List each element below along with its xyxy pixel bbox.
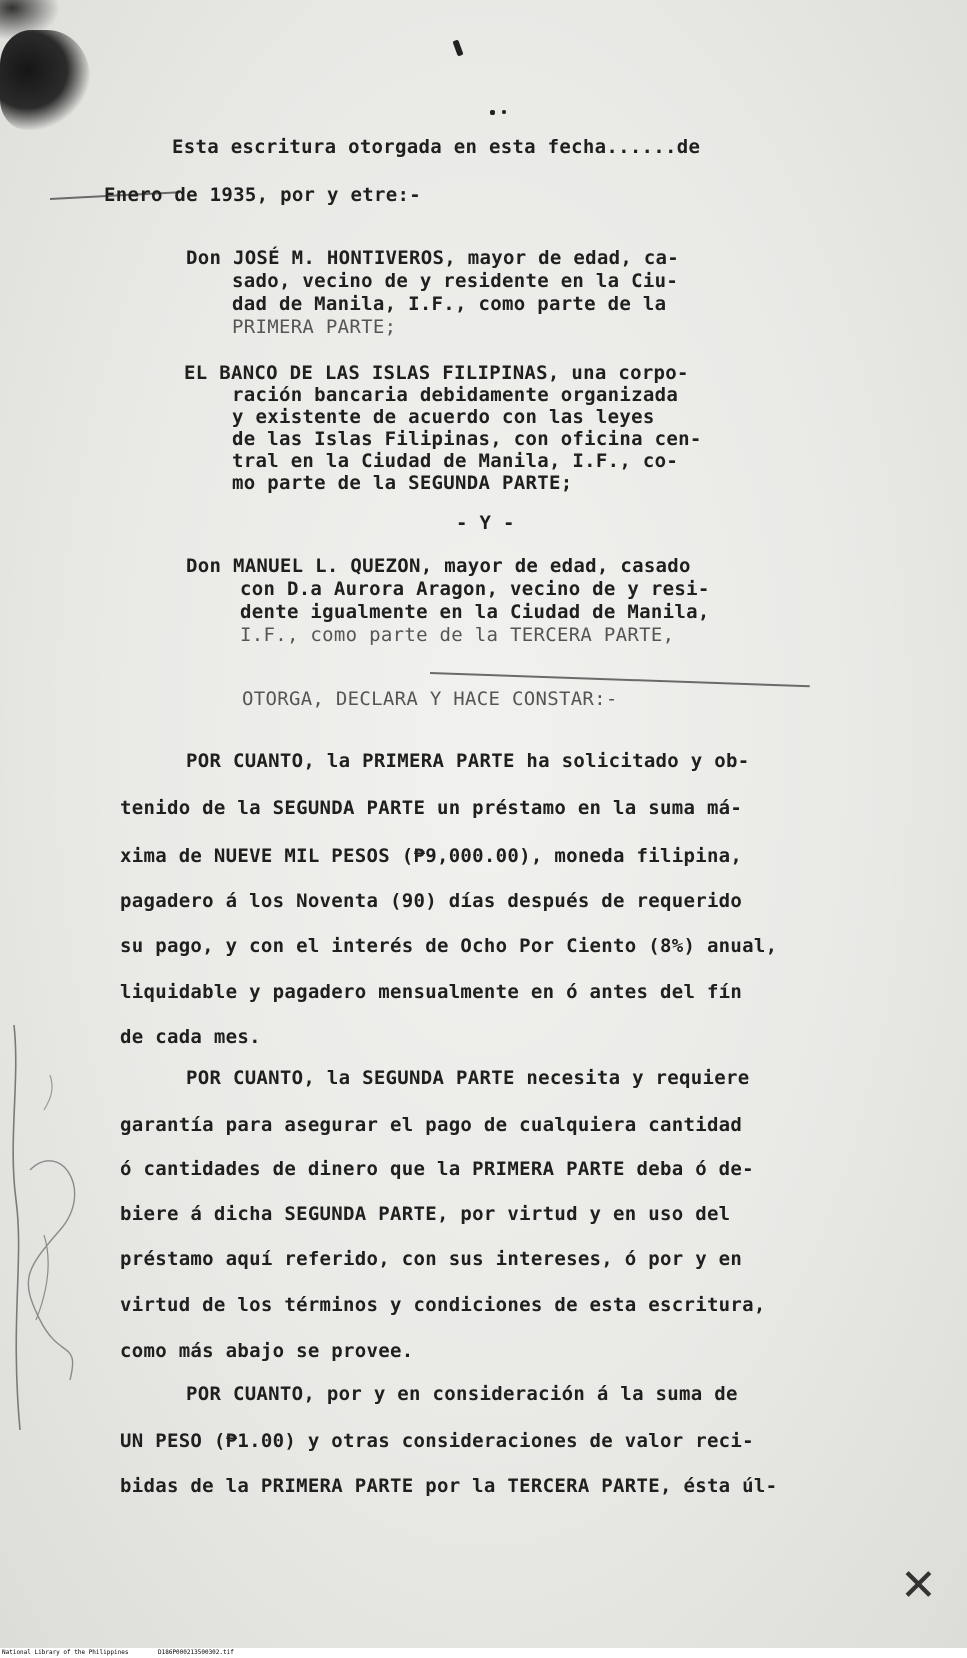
doc-line: EL BANCO DE LAS ISLAS FILIPINAS, una corpo- xyxy=(184,362,689,384)
x-mark: ✕ xyxy=(900,1560,937,1611)
doc-line: ó cantidades de dinero que la PRIMERA PARTE deba ó de- xyxy=(120,1158,754,1180)
doc-line: PRIMERA PARTE; xyxy=(232,316,397,338)
doc-line: ración bancaria debidamente organizada xyxy=(232,384,679,406)
doc-line: pagadero á los Noventa (90) días después de requerido xyxy=(120,890,743,912)
doc-line: Esta escritura otorgada en esta fecha......de xyxy=(172,136,701,158)
doc-line: virtud de los términos y condiciones de esta escritura, xyxy=(120,1294,766,1316)
doc-line: - Y - xyxy=(456,512,515,534)
doc-line: OTORGA, DECLARA Y HACE CONSTAR:- xyxy=(242,688,618,710)
doc-line: mo parte de la SEGUNDA PARTE; xyxy=(232,472,573,494)
doc-line: Don JOSÉ M. HONTIVEROS, mayor de edad, ca- xyxy=(186,247,680,269)
doc-line: tral en la Ciudad de Manila, I.F., co- xyxy=(232,450,679,472)
footer-source: National Library of the Philippines xyxy=(2,1649,129,1656)
ink-mark xyxy=(452,39,463,56)
doc-line: liquidable y pagadero mensualmente en ó antes del fín xyxy=(120,981,743,1003)
footer-filename: D186P000213500302.tif xyxy=(158,1649,234,1656)
doc-line: UN PESO (₱1.00) y otras consideraciones de valor reci- xyxy=(120,1430,754,1452)
doc-line: de las Islas Filipinas, con oficina cen- xyxy=(232,428,702,450)
pen-stroke xyxy=(430,672,810,687)
doc-line: tenido de la SEGUNDA PARTE un préstamo en la suma má- xyxy=(120,797,743,819)
burn-mark xyxy=(0,30,90,130)
doc-line: POR CUANTO, la PRIMERA PARTE ha solicitado y ob- xyxy=(186,750,750,772)
doc-line: sado, vecino de y residente en la Ciu- xyxy=(232,270,679,292)
doc-line: POR CUANTO, la SEGUNDA PARTE necesita y requiere xyxy=(186,1067,750,1089)
doc-line: su pago, y con el interés de Ocho Por Ciento (8%) anual, xyxy=(120,935,778,957)
doc-line: xima de NUEVE MIL PESOS (₱9,000.00), moneda filipina, xyxy=(120,845,743,867)
footer-bar xyxy=(0,1648,967,1658)
doc-line: dad de Manila, I.F., como parte de la xyxy=(232,293,667,315)
doc-line: garantía para asegurar el pago de cualquiera cantidad xyxy=(120,1114,743,1136)
ink-mark xyxy=(502,110,506,114)
doc-line: préstamo aquí referido, con sus intereses, ó por y en xyxy=(120,1248,743,1270)
doc-line: Don MANUEL L. QUEZON, mayor de edad, casado xyxy=(186,555,691,577)
ink-mark xyxy=(490,110,495,115)
doc-line: Enero de 1935, por y etre:- xyxy=(104,184,421,206)
doc-line: I.F., como parte de la TERCERA PARTE, xyxy=(240,624,675,646)
doc-line: bidas de la PRIMERA PARTE por la TERCERA PARTE, ésta úl- xyxy=(120,1475,778,1497)
doc-line: POR CUANTO, por y en consideración á la suma de xyxy=(186,1383,738,1405)
doc-line: y existente de acuerdo con las leyes xyxy=(232,406,655,428)
doc-line: como más abajo se provee. xyxy=(120,1340,414,1362)
handwritten-signature xyxy=(0,1020,120,1440)
doc-line: de cada mes. xyxy=(120,1026,261,1048)
doc-line: dente igualmente en la Ciudad de Manila, xyxy=(240,601,710,623)
doc-line: biere á dicha SEGUNDA PARTE, por virtud y en uso del xyxy=(120,1203,731,1225)
doc-line: con D.a Aurora Aragon, vecino de y resi- xyxy=(240,578,710,600)
